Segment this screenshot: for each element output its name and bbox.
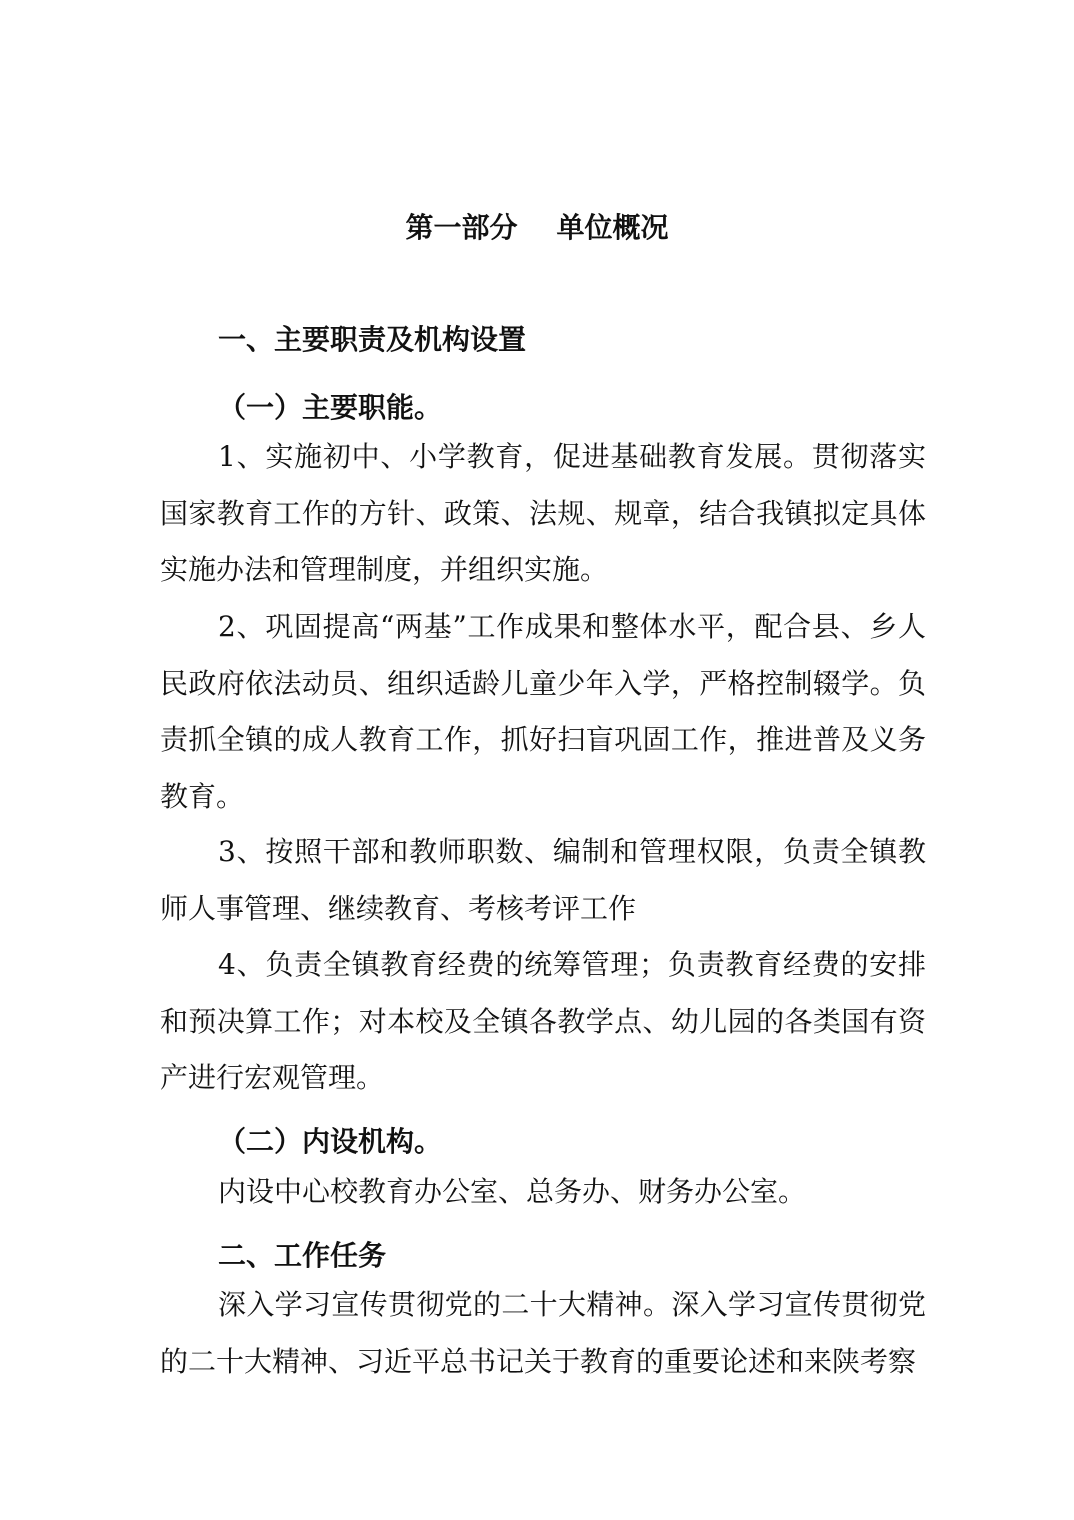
subsection-heading-functions: （一）主要职能。	[218, 391, 443, 424]
duty-item-4: 4、负责全镇教育经费的统筹管理；负责教育经费的安排和预决算工作；对本校及全镇各教学点、幼儿园的各类国有资产进行宏观管理。	[160, 948, 926, 1094]
page-title: 第一部分 单位概况	[405, 211, 669, 244]
section-heading-tasks: 二、工作任务	[218, 1239, 387, 1272]
section-heading-duties: 一、主要职责及机构设置	[218, 323, 527, 356]
duty-item-3: 3、按照干部和教师职数、编制和管理权限，负责全镇教师人事管理、继续教育、考核考评工作	[160, 835, 926, 925]
tasks-text: 深入学习宣传贯彻党的二十大精神。深入学习宣传贯彻党的二十大精神、习近平总书记关于教育的重要论述和来陕考察	[160, 1288, 926, 1378]
departments-text: 内设中心校教育办公室、总务办、财务办公室。	[218, 1175, 807, 1208]
duty-item-2: 2、巩固提高“两基”工作成果和整体水平，配合县、乡人民政府依法动员、组织适龄儿童少年入学，严格控制辍学。负责抓全镇的成人教育工作，抓好扫盲巩固工作，推进普及义务教育。	[160, 610, 926, 813]
duty-item-1: 1、实施初中、小学教育，促进基础教育发展。贯彻落实国家教育工作的方针、政策、法规、规章，结合我镇拟定具体实施办法和管理制度，并组织实施。	[160, 440, 926, 586]
subsection-heading-departments: （二）内设机构。	[218, 1125, 443, 1158]
